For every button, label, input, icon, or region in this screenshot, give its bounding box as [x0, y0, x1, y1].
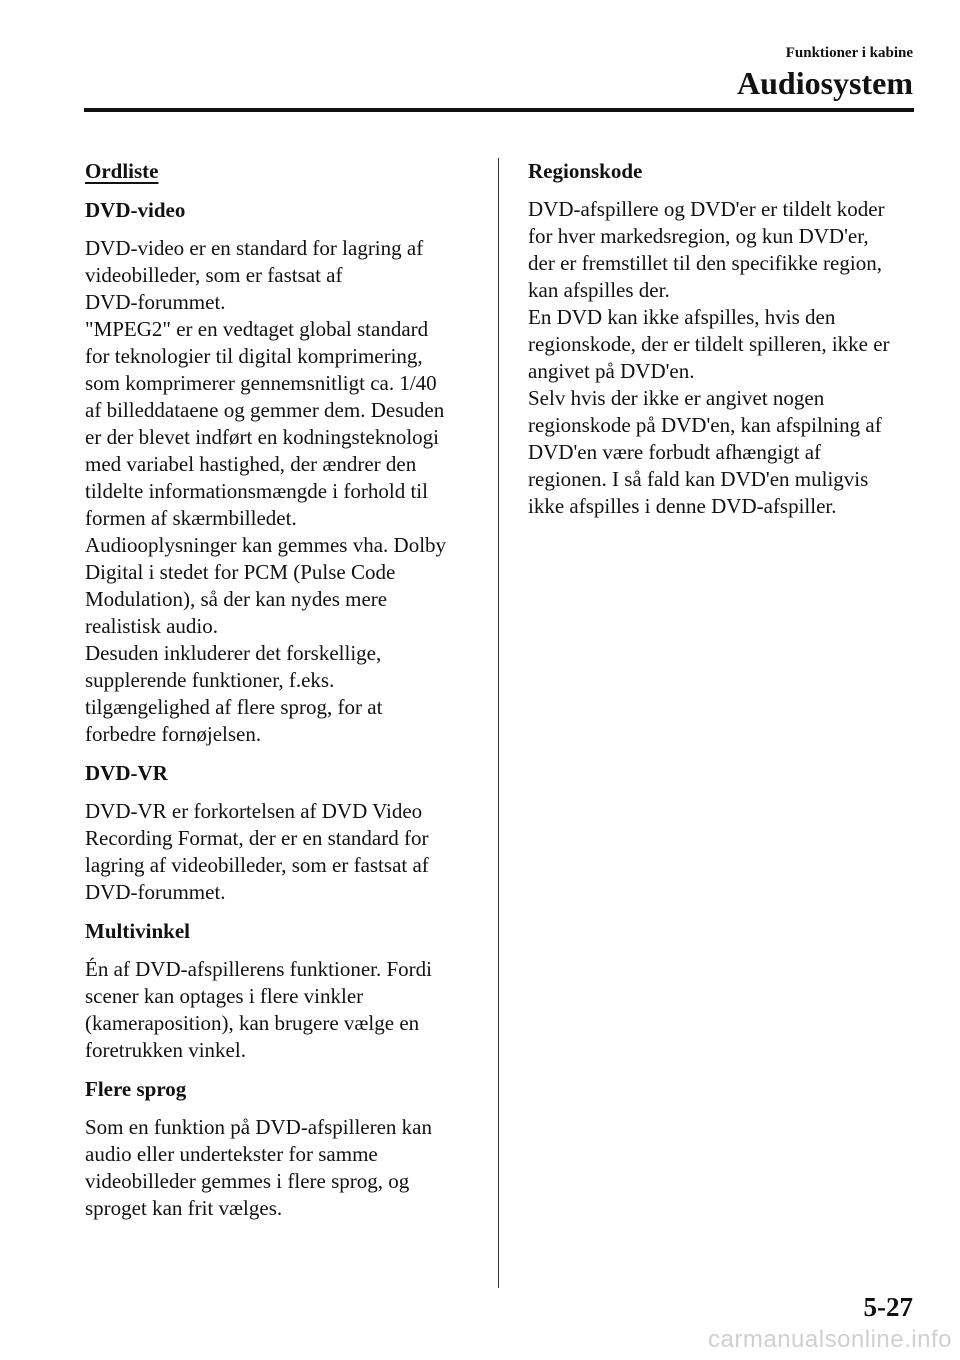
- term-heading: Regionskode: [528, 159, 643, 183]
- page-number: 5-27: [863, 1292, 913, 1322]
- chapter-title: Audiosystem: [736, 65, 913, 101]
- left-column: [85, 158, 475, 1234]
- chapter-subtitle: Funktioner i kabine: [785, 45, 913, 61]
- glossary-entry-multivinkel: [85, 918, 475, 1064]
- term-description: Én af DVD-afspillerens funktioner. Fordi scener kan optages i flere vinkler (kameraposition), kan brugere vælge en foretrukken vinkel.: [85, 957, 433, 1062]
- glossary-entry-dvd-video: [85, 197, 475, 748]
- glossary-entry-dvd-vr: [85, 760, 475, 906]
- term-heading: Flere sprog: [85, 1077, 187, 1101]
- right-column: [528, 158, 920, 532]
- term-description: DVD-video er en standard for lagring af videobilleder, som er fastsat af DVD-forummet. "MPEG2" er en vedtaget global standard for teknologier til digital komprimering, som komprimerer gennemsnitligt ca. 1/40 af billeddataene og gemmer dem. Desuden er der blevet indført en kodningsteknologi med variabel hastighed, der ændrer den tildelte informationsmængde i forhold til formen af skærmbilledet. Audiooplysninger kan gemmes vha. Dolby Digital i stedet for PCM (Pulse Code Modulation), så der kan nydes mere realistisk audio. Desuden inkluderer det forskellige, supplerende funktioner, f.eks. tilgængelighed af flere sprog, for at forbedre fornøjelsen.: [85, 236, 447, 746]
- watermark: carmanualsonline.info: [708, 1326, 952, 1353]
- term-description: DVD-afspillere og DVD'er er tildelt koder for hver markedsregion, og kun DVD'er, der er fremstillet til den specifikke region, kan afspilles der. En DVD kan ikke afspilles, hvis den regionskode, der er tildelt spilleren, ikke er angivet på DVD'en. Selv hvis der ikke er angivet nogen regionskode på DVD'en, kan afspilning af DVD'en være forbudt afhængigt af regionen. I så fald kan DVD'en muligvis ikke afspilles i denne DVD-afspiller.: [528, 197, 890, 518]
- term-heading: DVD-video: [85, 198, 186, 222]
- term-heading: DVD-VR: [85, 761, 168, 785]
- section-title: Ordliste: [85, 159, 159, 183]
- term-heading: Multivinkel: [85, 919, 191, 943]
- term-description: Som en funktion på DVD-afspilleren kan audio eller undertekster for samme videobilleder gemmes i flere sprog, og sproget kan frit vælges.: [85, 1115, 433, 1220]
- page-header: [737, 44, 913, 101]
- column-divider: [498, 158, 499, 1288]
- glossary-entry-regionskode: [528, 158, 920, 520]
- header-rule: [84, 108, 914, 112]
- term-description: DVD-VR er forkortelsen af DVD Video Recording Format, der er en standard for lagring af videobilleder, som er fastsat af DVD-forummet.: [85, 799, 429, 904]
- glossary-entry-flere-sprog: [85, 1076, 475, 1222]
